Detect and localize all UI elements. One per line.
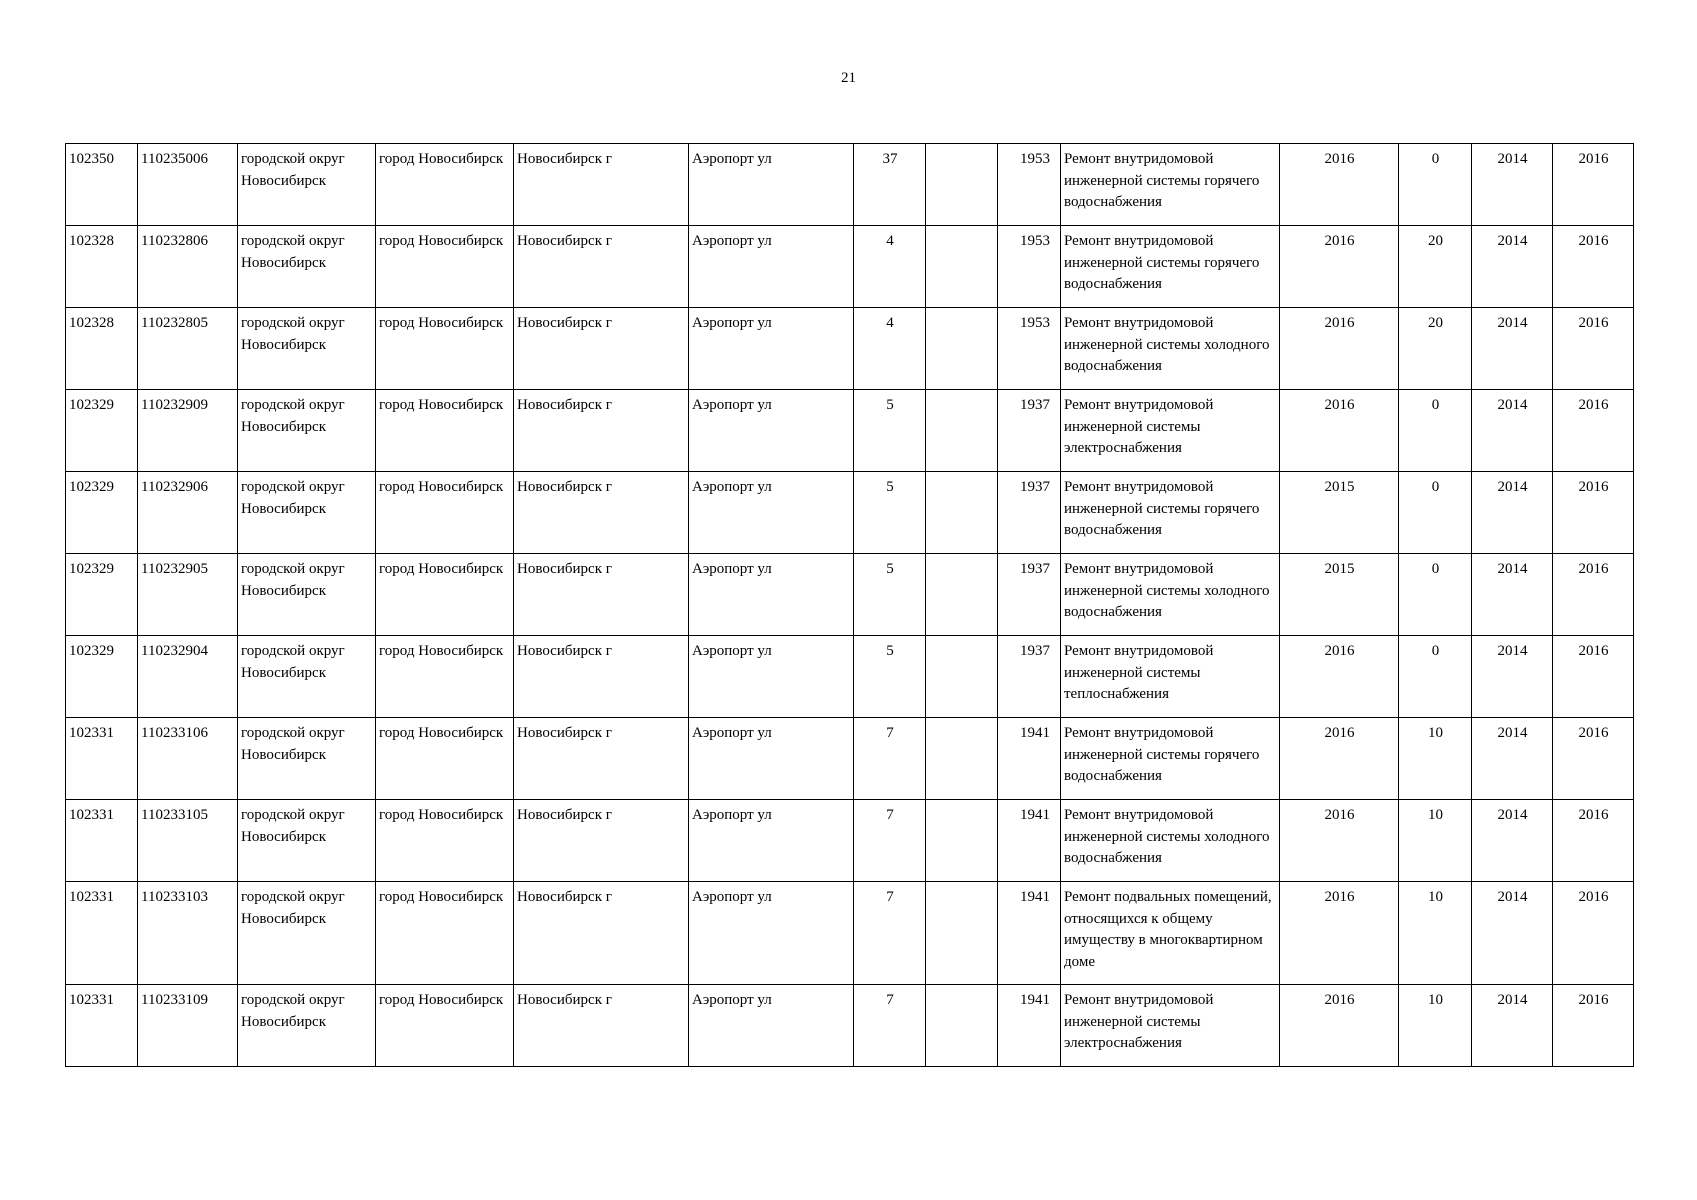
building-cell [926,472,998,554]
period-start-cell: 2014 [1472,800,1553,882]
table-row [66,718,1634,800]
municipality-cell: городской округ Новосибирск [238,308,376,390]
settlement-cell: город Новосибирск [376,554,514,636]
repair-program-table [65,143,1634,1067]
building-cell [926,800,998,882]
element-code-cell: 110233106 [138,718,238,800]
period-end-cell: 2016 [1553,472,1634,554]
settlement-cell: город Новосибирск [376,718,514,800]
plan-year-cell: 2016 [1280,308,1399,390]
wear-cell: 0 [1399,554,1472,636]
work-type-cell: Ремонт внутридомовой инженерной системы электроснабжения [1061,985,1280,1067]
wear-cell: 10 [1399,985,1472,1067]
locality-cell: Новосибирск г [514,472,689,554]
plan-year-cell: 2016 [1280,985,1399,1067]
plan-year-cell: 2016 [1280,718,1399,800]
period-end-cell: 2016 [1553,636,1634,718]
building-cell [926,144,998,226]
house-number-cell: 5 [854,390,926,472]
house-id-cell: 102331 [66,800,138,882]
house-number-cell: 4 [854,308,926,390]
year-built-cell: 1941 [998,985,1061,1067]
year-built-cell: 1937 [998,472,1061,554]
element-code-cell: 110232904 [138,636,238,718]
street-cell: Аэропорт ул [689,800,854,882]
table-row [66,144,1634,226]
locality-cell: Новосибирск г [514,390,689,472]
wear-cell: 10 [1399,882,1472,985]
plan-year-cell: 2016 [1280,800,1399,882]
period-end-cell: 2016 [1553,308,1634,390]
settlement-cell: город Новосибирск [376,472,514,554]
settlement-cell: город Новосибирск [376,636,514,718]
street-cell: Аэропорт ул [689,390,854,472]
page-number: 21 [841,70,856,86]
table-row [66,882,1634,985]
house-id-cell: 102329 [66,636,138,718]
work-type-cell: Ремонт внутридомовой инженерной системы электроснабжения [1061,390,1280,472]
table-row [66,554,1634,636]
municipality-cell: городской округ Новосибирск [238,144,376,226]
wear-cell: 0 [1399,390,1472,472]
street-cell: Аэропорт ул [689,144,854,226]
settlement-cell: город Новосибирск [376,390,514,472]
element-code-cell: 110232909 [138,390,238,472]
wear-cell: 0 [1399,144,1472,226]
building-cell [926,554,998,636]
element-code-cell: 110233105 [138,800,238,882]
plan-year-cell: 2016 [1280,226,1399,308]
table-row [66,985,1634,1067]
year-built-cell: 1937 [998,390,1061,472]
period-start-cell: 2014 [1472,144,1553,226]
street-cell: Аэропорт ул [689,308,854,390]
period-end-cell: 2016 [1553,226,1634,308]
building-cell [926,308,998,390]
house-id-cell: 102329 [66,390,138,472]
house-id-cell: 102350 [66,144,138,226]
street-cell: Аэропорт ул [689,636,854,718]
house-number-cell: 7 [854,718,926,800]
municipality-cell: городской округ Новосибирск [238,554,376,636]
locality-cell: Новосибирск г [514,718,689,800]
year-built-cell: 1941 [998,800,1061,882]
street-cell: Аэропорт ул [689,718,854,800]
period-start-cell: 2014 [1472,718,1553,800]
locality-cell: Новосибирск г [514,800,689,882]
period-end-cell: 2016 [1553,554,1634,636]
work-type-cell: Ремонт внутридомовой инженерной системы горячего водоснабжения [1061,144,1280,226]
work-type-cell: Ремонт внутридомовой инженерной системы теплоснабжения [1061,636,1280,718]
work-type-cell: Ремонт внутридомовой инженерной системы горячего водоснабжения [1061,226,1280,308]
period-end-cell: 2016 [1553,144,1634,226]
settlement-cell: город Новосибирск [376,144,514,226]
year-built-cell: 1941 [998,718,1061,800]
wear-cell: 10 [1399,800,1472,882]
element-code-cell: 110232905 [138,554,238,636]
period-start-cell: 2014 [1472,636,1553,718]
locality-cell: Новосибирск г [514,554,689,636]
settlement-cell: город Новосибирск [376,308,514,390]
wear-cell: 0 [1399,472,1472,554]
settlement-cell: город Новосибирск [376,226,514,308]
house-id-cell: 102329 [66,554,138,636]
element-code-cell: 110232806 [138,226,238,308]
building-cell [926,985,998,1067]
year-built-cell: 1953 [998,308,1061,390]
period-end-cell: 2016 [1553,882,1634,985]
table-row [66,308,1634,390]
house-number-cell: 7 [854,882,926,985]
year-built-cell: 1941 [998,882,1061,985]
period-start-cell: 2014 [1472,226,1553,308]
period-start-cell: 2014 [1472,554,1553,636]
municipality-cell: городской округ Новосибирск [238,718,376,800]
house-number-cell: 5 [854,636,926,718]
house-id-cell: 102328 [66,226,138,308]
house-number-cell: 4 [854,226,926,308]
building-cell [926,882,998,985]
locality-cell: Новосибирск г [514,636,689,718]
year-built-cell: 1937 [998,554,1061,636]
period-start-cell: 2014 [1472,472,1553,554]
house-id-cell: 102331 [66,718,138,800]
table-row [66,800,1634,882]
work-type-cell: Ремонт внутридомовой инженерной системы горячего водоснабжения [1061,472,1280,554]
locality-cell: Новосибирск г [514,985,689,1067]
building-cell [926,390,998,472]
house-number-cell: 7 [854,800,926,882]
period-end-cell: 2016 [1553,390,1634,472]
table-row [66,636,1634,718]
house-number-cell: 7 [854,985,926,1067]
plan-year-cell: 2016 [1280,636,1399,718]
work-type-cell: Ремонт внутридомовой инженерной системы горячего водоснабжения [1061,718,1280,800]
street-cell: Аэропорт ул [689,226,854,308]
work-type-cell: Ремонт внутридомовой инженерной системы холодного водоснабжения [1061,308,1280,390]
plan-year-cell: 2015 [1280,554,1399,636]
element-code-cell: 110232805 [138,308,238,390]
period-end-cell: 2016 [1553,985,1634,1067]
municipality-cell: городской округ Новосибирск [238,985,376,1067]
house-number-cell: 5 [854,472,926,554]
element-code-cell: 110233103 [138,882,238,985]
year-built-cell: 1937 [998,636,1061,718]
house-number-cell: 37 [854,144,926,226]
wear-cell: 10 [1399,718,1472,800]
locality-cell: Новосибирск г [514,226,689,308]
wear-cell: 20 [1399,226,1472,308]
plan-year-cell: 2016 [1280,144,1399,226]
settlement-cell: город Новосибирск [376,882,514,985]
locality-cell: Новосибирск г [514,308,689,390]
locality-cell: Новосибирск г [514,882,689,985]
period-start-cell: 2014 [1472,390,1553,472]
house-id-cell: 102328 [66,308,138,390]
plan-year-cell: 2015 [1280,472,1399,554]
settlement-cell: город Новосибирск [376,800,514,882]
house-id-cell: 102331 [66,985,138,1067]
municipality-cell: городской округ Новосибирск [238,226,376,308]
municipality-cell: городской округ Новосибирск [238,882,376,985]
wear-cell: 20 [1399,308,1472,390]
year-built-cell: 1953 [998,226,1061,308]
building-cell [926,718,998,800]
plan-year-cell: 2016 [1280,390,1399,472]
period-start-cell: 2014 [1472,985,1553,1067]
locality-cell: Новосибирск г [514,144,689,226]
element-code-cell: 110233109 [138,985,238,1067]
element-code-cell: 110232906 [138,472,238,554]
table-row [66,472,1634,554]
house-number-cell: 5 [854,554,926,636]
house-id-cell: 102331 [66,882,138,985]
year-built-cell: 1953 [998,144,1061,226]
house-id-cell: 102329 [66,472,138,554]
period-end-cell: 2016 [1553,718,1634,800]
municipality-cell: городской округ Новосибирск [238,390,376,472]
period-end-cell: 2016 [1553,800,1634,882]
work-type-cell: Ремонт внутридомовой инженерной системы холодного водоснабжения [1061,554,1280,636]
period-start-cell: 2014 [1472,882,1553,985]
street-cell: Аэропорт ул [689,882,854,985]
municipality-cell: городской округ Новосибирск [238,636,376,718]
settlement-cell: город Новосибирск [376,985,514,1067]
work-type-cell: Ремонт внутридомовой инженерной системы холодного водоснабжения [1061,800,1280,882]
period-start-cell: 2014 [1472,308,1553,390]
building-cell [926,636,998,718]
street-cell: Аэропорт ул [689,472,854,554]
street-cell: Аэропорт ул [689,985,854,1067]
table-row [66,226,1634,308]
building-cell [926,226,998,308]
wear-cell: 0 [1399,636,1472,718]
work-type-cell: Ремонт подвальных помещений, относящихся к общему имуществу в многоквартирном доме [1061,882,1280,985]
table-row [66,390,1634,472]
municipality-cell: городской округ Новосибирск [238,800,376,882]
element-code-cell: 110235006 [138,144,238,226]
plan-year-cell: 2016 [1280,882,1399,985]
street-cell: Аэропорт ул [689,554,854,636]
municipality-cell: городской округ Новосибирск [238,472,376,554]
